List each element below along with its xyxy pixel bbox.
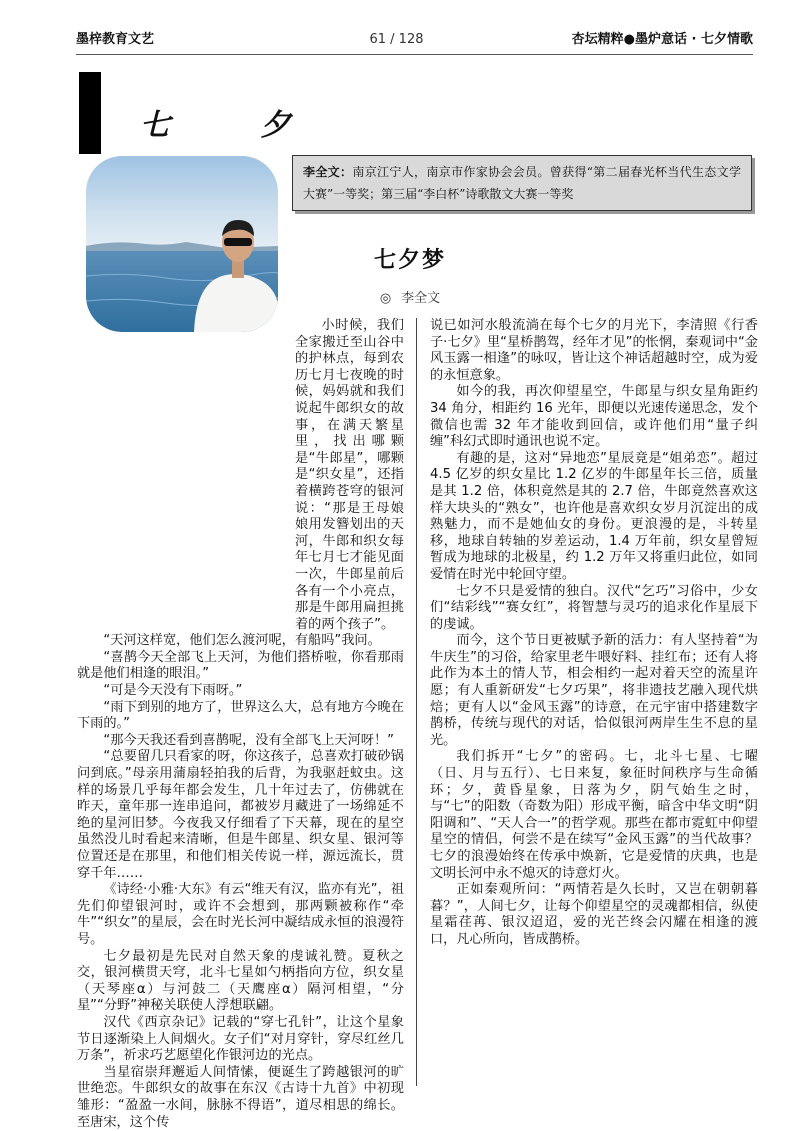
page-number: 61 / 128 xyxy=(369,32,424,47)
bio-name: 李全文： xyxy=(303,165,353,179)
byline-mark: ◎ xyxy=(379,291,392,306)
paragraph: “喜鹊今天全部飞上天河，为他们搭桥啦，你看那雨就是他们相逢的眼泪。” xyxy=(77,649,404,682)
paragraph: 正如秦观所问：“两情若是久长时，又岂在朝朝暮暮？”，人间七夕，让每个仰望星空的灵魂都相信，纵使星霜荏苒、银汉迢迢，爱的光芒终会闪耀在相逢的渡口，凡心所向，皆成鹊桥。 xyxy=(430,882,758,947)
paragraph: “天河这样宽，他们怎么渡河呢，有船吗”我问。 xyxy=(103,633,381,649)
article-column-right xyxy=(430,318,758,949)
paragraph: 《诗经·小雅·大东》有云“维天有汉，监亦有光”，祖先们仰望银河时，或许不会想到，那两颗被称作“牵牛”“织女”的星辰，会在时光长河中凝结成永恒的浪漫符号。 xyxy=(77,882,404,947)
header-divider xyxy=(76,54,753,55)
paragraph: “可是今天没有下雨呀。” xyxy=(103,683,243,699)
paragraph: 七夕最初是先民对自然天象的虔诚礼赞。夏秋之交，银河横贯天穹，北斗七星如勺柄指向方位，织女星（天琴座α）与河鼓二（天鹰座α）隔河相望，“分星”“分野”神秘关联使人浮想联翩。 xyxy=(77,948,404,1014)
paragraph: “那今天我还看到喜鹊呢，没有全部飞上天河呀！” xyxy=(103,732,394,748)
author-bio-box xyxy=(292,155,752,211)
author-name: 李全文 xyxy=(401,291,441,306)
section-title-bar xyxy=(79,72,101,154)
byline xyxy=(300,287,520,306)
paragraph: 汉代《西京杂记》记载的“穿七孔针”，让这个星象节日逐渐染上人间烟火。女子们“对月穿针，穿尽红丝几万条”，祈求巧艺愿望化作银河边的光点。 xyxy=(77,1014,404,1064)
article-title: 七夕梦 xyxy=(373,247,446,273)
author-bio xyxy=(293,156,751,210)
paragraph: 如今的我，再次仰望星空，牛郎星与织女星角距约 34 角分，相距约 16 光年，即便以光速传递思念，发个微信也需 32 年才能收到回信，或许他们用“量子纠缠”科幻式即时通讯也说不定。 xyxy=(430,384,758,450)
bio-text: 南京江宁人，南京市作家协会会员。曾获得“第二届春光杯当代生态文学大赛”一等奖；第三届“李白杯”诗歌散文大赛一等奖 xyxy=(303,165,741,201)
paragraph: 当星宿崇拜邂逅人间情愫，便诞生了跨越银河的旷世绝恋。牛郎织女的故事在东汉《古诗十九首》中初现雏形：“盈盈一水间，脉脉不得语”，道尽相思的绵长。至唐宋，这个传 xyxy=(77,1064,404,1130)
paragraph: “雨下到别的地方了，世界这么大，总有地方今晚在下雨的。” xyxy=(77,699,404,732)
article-column-left xyxy=(77,318,404,1131)
header-section: 杏坛精粹●墨炉意话 · 七夕情歌 xyxy=(571,32,753,47)
paragraph: “总要留几只看家的呀，你这孩子，总喜欢打破砂锅问到底。”母亲用蒲扇轻拍我的后背，为我驱赶蚊虫。这样的场景几乎每年都会发生，几十年过去了，仿佛就在昨天，童年那一连串追问，都被岁月藏进了一场绵延不绝的星河旧梦。今夜我又仔细看了下天幕，现在的星空虽然没儿时看起来清晰，但是牛郎星、织女星、银河等位置还是在那里，和他们相关传说一样，源远流长，贯穿千年…… xyxy=(77,749,404,881)
author-photo xyxy=(86,156,278,332)
header-publication: 墨梓教育文艺 xyxy=(76,32,155,47)
paragraph: 有趣的是，这对“异地恋”星辰竟是“姐弟恋”。超过 4.5 亿岁的织女星比 1.2 亿岁的牛郎星年长三倍，质量是其 1.2 倍，体积竟然是其的 2.7 倍，牛郎竟然喜欢这样大块头的“熟女”，也许他是喜欢织女岁月沉淀出的成熟魅力，而不是她仙女的身份。更浪漫的是，斗转星移，地球自转轴的岁差运动，1.4 万年前，织女星曾短暂成为地球的北极星，约 1.2 万年又将重归此位，如同爱情在时光中轮回守望。 xyxy=(430,450,758,582)
column-divider xyxy=(416,318,417,1086)
paragraph: 七夕不只是爱情的独白。汉代“乞巧”习俗中，少女们“结彩线”“赛女红”，将智慧与灵巧的追求化作星辰下的虔诚。 xyxy=(430,583,758,632)
paragraph: 说已如河水般流淌在每个七夕的月光下，李清照《行香子·七夕》里“星桥鹊驾，经年才见”的怅惘，秦观词中“金风玉露一相逢”的咏叹，皆让这个神话超越时空，成为爱的永恒意象。 xyxy=(430,318,758,383)
paragraph: 小时候，我们全家搬迁至山谷中的护林点，每到农历七月七夜晚的时候，妈妈就和我们说起牛郎织女的故事，在满天繁星里，找出哪颗是“牛郎星”，哪颗是“织女星”，还指着横跨苍穹的银河说：“那是王母娘娘用发簪划出的天河，牛郎和织女每年七月七才能见面一次，牛郎星前后各有一个小亮点，那是牛郎用扁担挑着的两个孩子”。 xyxy=(295,318,404,632)
section-title: 七 夕 xyxy=(140,108,331,143)
paragraph: 而今，这个节日更被赋予新的活力：有人坚持着“为牛庆生”的习俗，给家里老牛喂好料、挂红布；还有人将此作为本土的情人节，相会相约一起对着天空的流星许愿；有人重新研发“七夕巧果”，将非遗技艺融入现代烘焙；更有人以“金风玉露”的诗意，在元宇宙中搭建数字鹊桥，传统与现代的对话，恰似银河两岸生生不息的星光。 xyxy=(430,633,758,748)
paragraph: 我们拆开“七夕”的密码。七，北斗七星、七曜（日、月与五行）、七日来复，象征时间秩序与生命循环；夕，黄昏星象，日落为夕，阴气始生之时，与“七”的阳数（奇数为阳）形成平衡，暗含中华文明“阴阳调和”、“天人合一”的哲学观。那些在都市霓虹中仰望星空的情侣，何尝不是在续写“金风玉露”的当代故事？七夕的浪漫始终在传承中焕新，它是爱情的庆典，也是文明长河中永不熄灭的诗意灯火。 xyxy=(430,749,758,881)
